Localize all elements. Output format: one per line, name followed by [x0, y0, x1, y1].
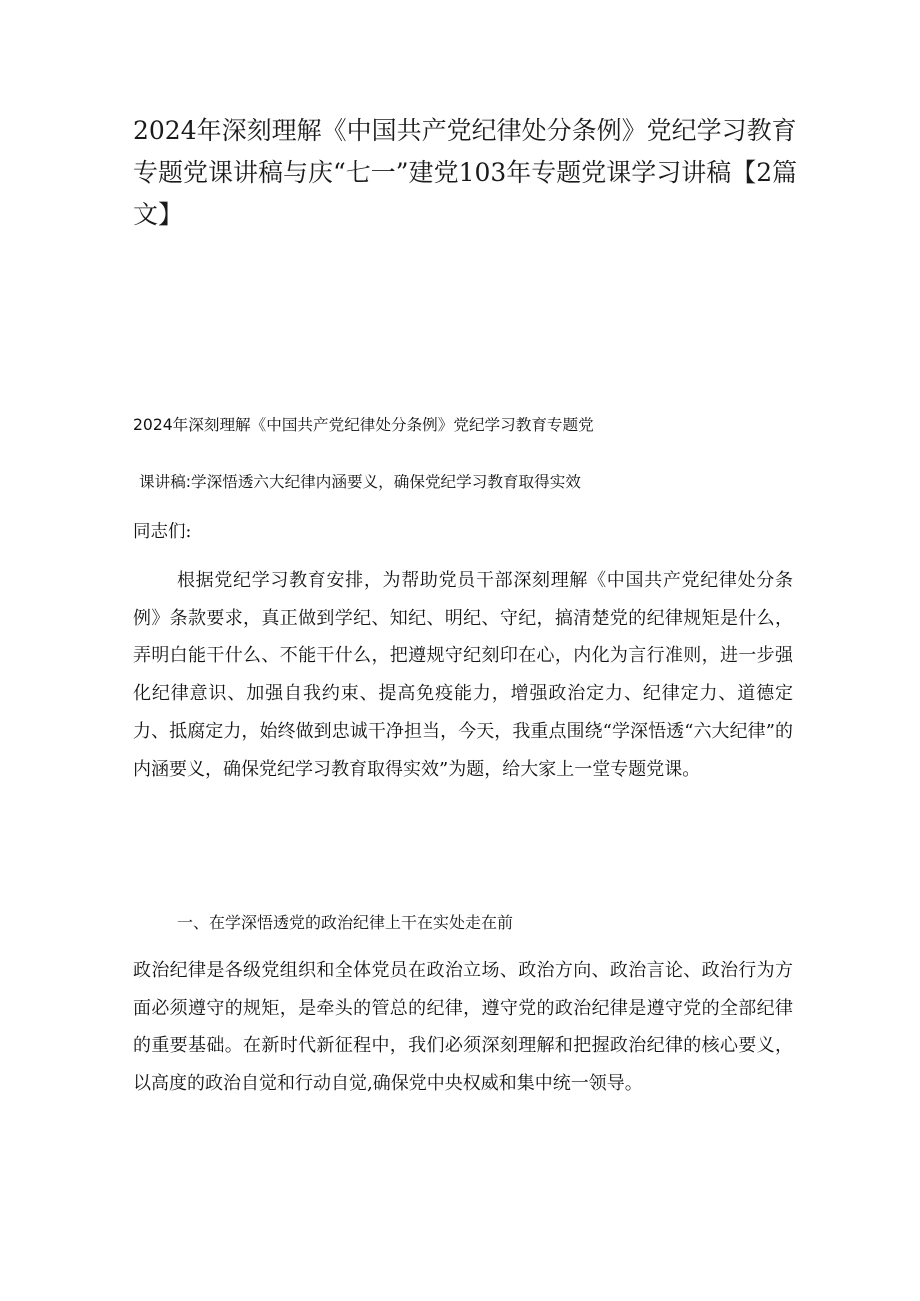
- salutation: 同志们:: [133, 522, 192, 542]
- article-heading-line-2: 课讲稿:学深悟透六大纪律内涵要义，确保党纪学习教育取得实效: [139, 473, 581, 491]
- document-title: 2024年深刻理解《中国共产党纪律处分条例》党纪学习教育专题党课讲稿与庆“七一”建党103年专题党课学习讲稿【2篇文】: [133, 116, 798, 229]
- article-heading-line-1: 2024年深刻理解《中国共产党纪律处分条例》党纪学习教育专题党: [133, 416, 594, 434]
- section-one-heading: 一、在学深悟透党的政治纪律上干在实处走在前: [177, 913, 514, 932]
- section-one-paragraph: 政治纪律是各级党组织和全体党员在政治立场、政治方向、政治言论、政治行为方面必须遵守的规矩，是牵头的管总的纪律，遵守党的政治纪律是遵守党的全部纪律的重要基础。在新时代新征程中，我们必须深刻理解和把握政治纪律的核心要义，以高度的政治自觉和行动自觉,确保党中央权威和集中统一领导。: [133, 960, 793, 1095]
- intro-paragraph: 根据党纪学习教育安排，为帮助党员干部深刻理解《中国共产党纪律处分条例》条款要求，真正做到学纪、知纪、明纪、守纪，搞清楚党的纪律规矩是什么，弄明白能干什么、不能干什么，把遵规守纪刻印在心，内化为言行准则，进一步强化纪律意识、加强自我约束、提高免疫能力，增强政治定力、纪律定力、道德定力、抵腐定力，始终做到忠诚干净担当，今天，我重点围绕“学深悟透“六大纪律”的内涵要义，确保党纪学习教育取得实效”为题，给大家上一堂专题党课。: [133, 570, 793, 780]
